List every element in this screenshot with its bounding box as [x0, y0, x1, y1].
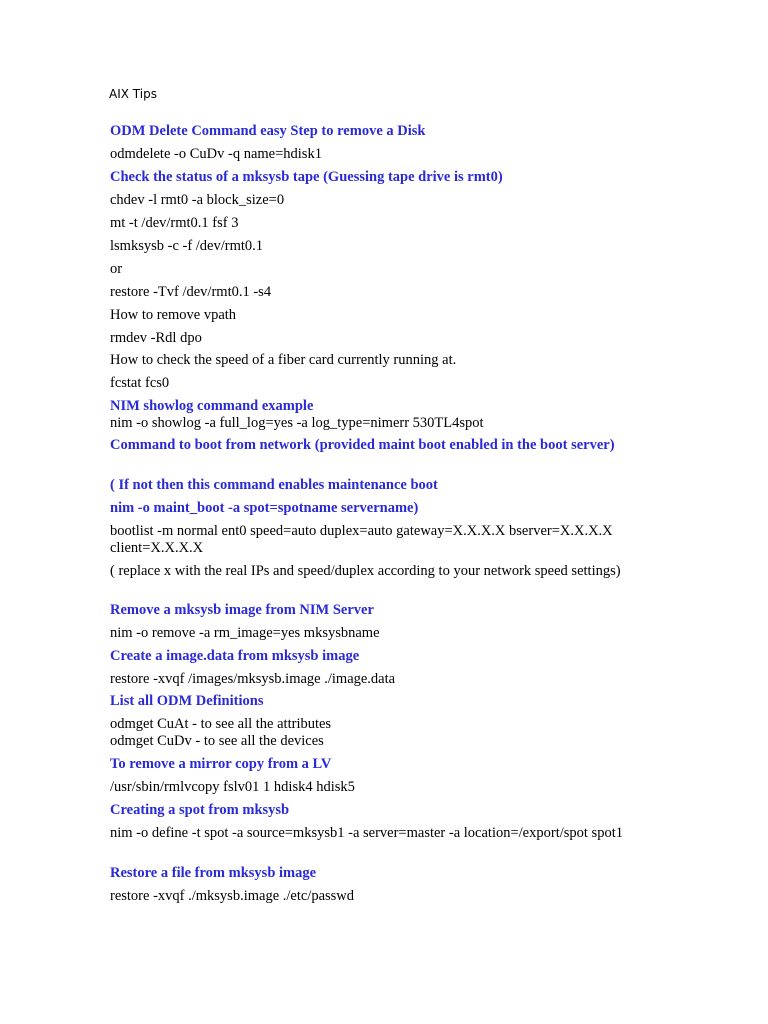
- command-line: restore -Tvf /dev/rmt0.1 -s4: [110, 284, 272, 300]
- command-line: fcstat fcs0: [110, 375, 170, 391]
- command-line: nim -o showlog -a full_log=yes -a log_type=nimerr 530TL4spot: [110, 415, 484, 431]
- command-line: lsmksysb -c -f /dev/rmt0.1: [110, 238, 264, 254]
- command-line: chdev -l rmt0 -a block_size=0: [110, 192, 285, 208]
- heading-remove-mirror-copy: To remove a mirror copy from a LV: [110, 756, 332, 772]
- text-line: How to remove vpath: [110, 307, 237, 323]
- command-line: mt -t /dev/rmt0.1 fsf 3: [110, 215, 239, 231]
- command-line: nim -o remove -a rm_image=yes mksysbname: [110, 625, 380, 641]
- heading-check-mksysb-tape: Check the status of a mksysb tape (Guessing tape drive is rmt0): [110, 169, 503, 185]
- heading-restore-file: Restore a file from mksysb image: [110, 865, 317, 881]
- heading-nim-showlog: NIM showlog command example: [110, 398, 314, 414]
- heading-maintenance-boot: ( If not then this command enables maintenance boot: [110, 477, 438, 493]
- heading-create-image-data: Create a image.data from mksysb image: [110, 648, 360, 664]
- document-title: AIX Tips: [109, 87, 157, 101]
- command-line: nim -o define -t spot -a source=mksysb1 -a server=master -a location=/export/spot spot1: [110, 825, 623, 841]
- heading-creating-spot: Creating a spot from mksysb: [110, 802, 290, 818]
- text-line: ( replace x with the real IPs and speed/duplex according to your network speed settings): [110, 563, 621, 579]
- command-line: odmget CuAt - to see all the attributes: [110, 716, 332, 732]
- command-line: bootlist -m normal ent0 speed=auto duplex=auto gateway=X.X.X.X bserver=X.X.X.X client=X.X.X.X: [110, 523, 613, 556]
- heading-odm-delete: ODM Delete Command easy Step to remove a Disk: [110, 123, 426, 139]
- command-line: odmget CuDv - to see all the devices: [110, 733, 324, 749]
- command-line: rmdev -Rdl dpo: [110, 330, 202, 346]
- heading-nim-maint-boot: nim -o maint_boot -a spot=spotname servername): [110, 500, 419, 516]
- heading-boot-from-network: Command to boot from network (provided maint boot enabled in the boot server): [110, 437, 615, 453]
- heading-list-odm-definitions: List all ODM Definitions: [110, 693, 264, 709]
- command-line: odmdelete -o CuDv -q name=hdisk1: [110, 146, 322, 162]
- text-line: or: [110, 261, 123, 277]
- command-line: restore -xvqf ./mksysb.image ./etc/passwd: [110, 888, 355, 904]
- command-line: restore -xvqf /images/mksysb.image ./image.data: [110, 671, 396, 687]
- heading-remove-mksysb-image: Remove a mksysb image from NIM Server: [110, 602, 374, 618]
- command-line: /usr/sbin/rmlvcopy fslv01 1 hdisk4 hdisk5: [110, 779, 355, 795]
- text-line: How to check the speed of a fiber card currently running at.: [110, 352, 457, 368]
